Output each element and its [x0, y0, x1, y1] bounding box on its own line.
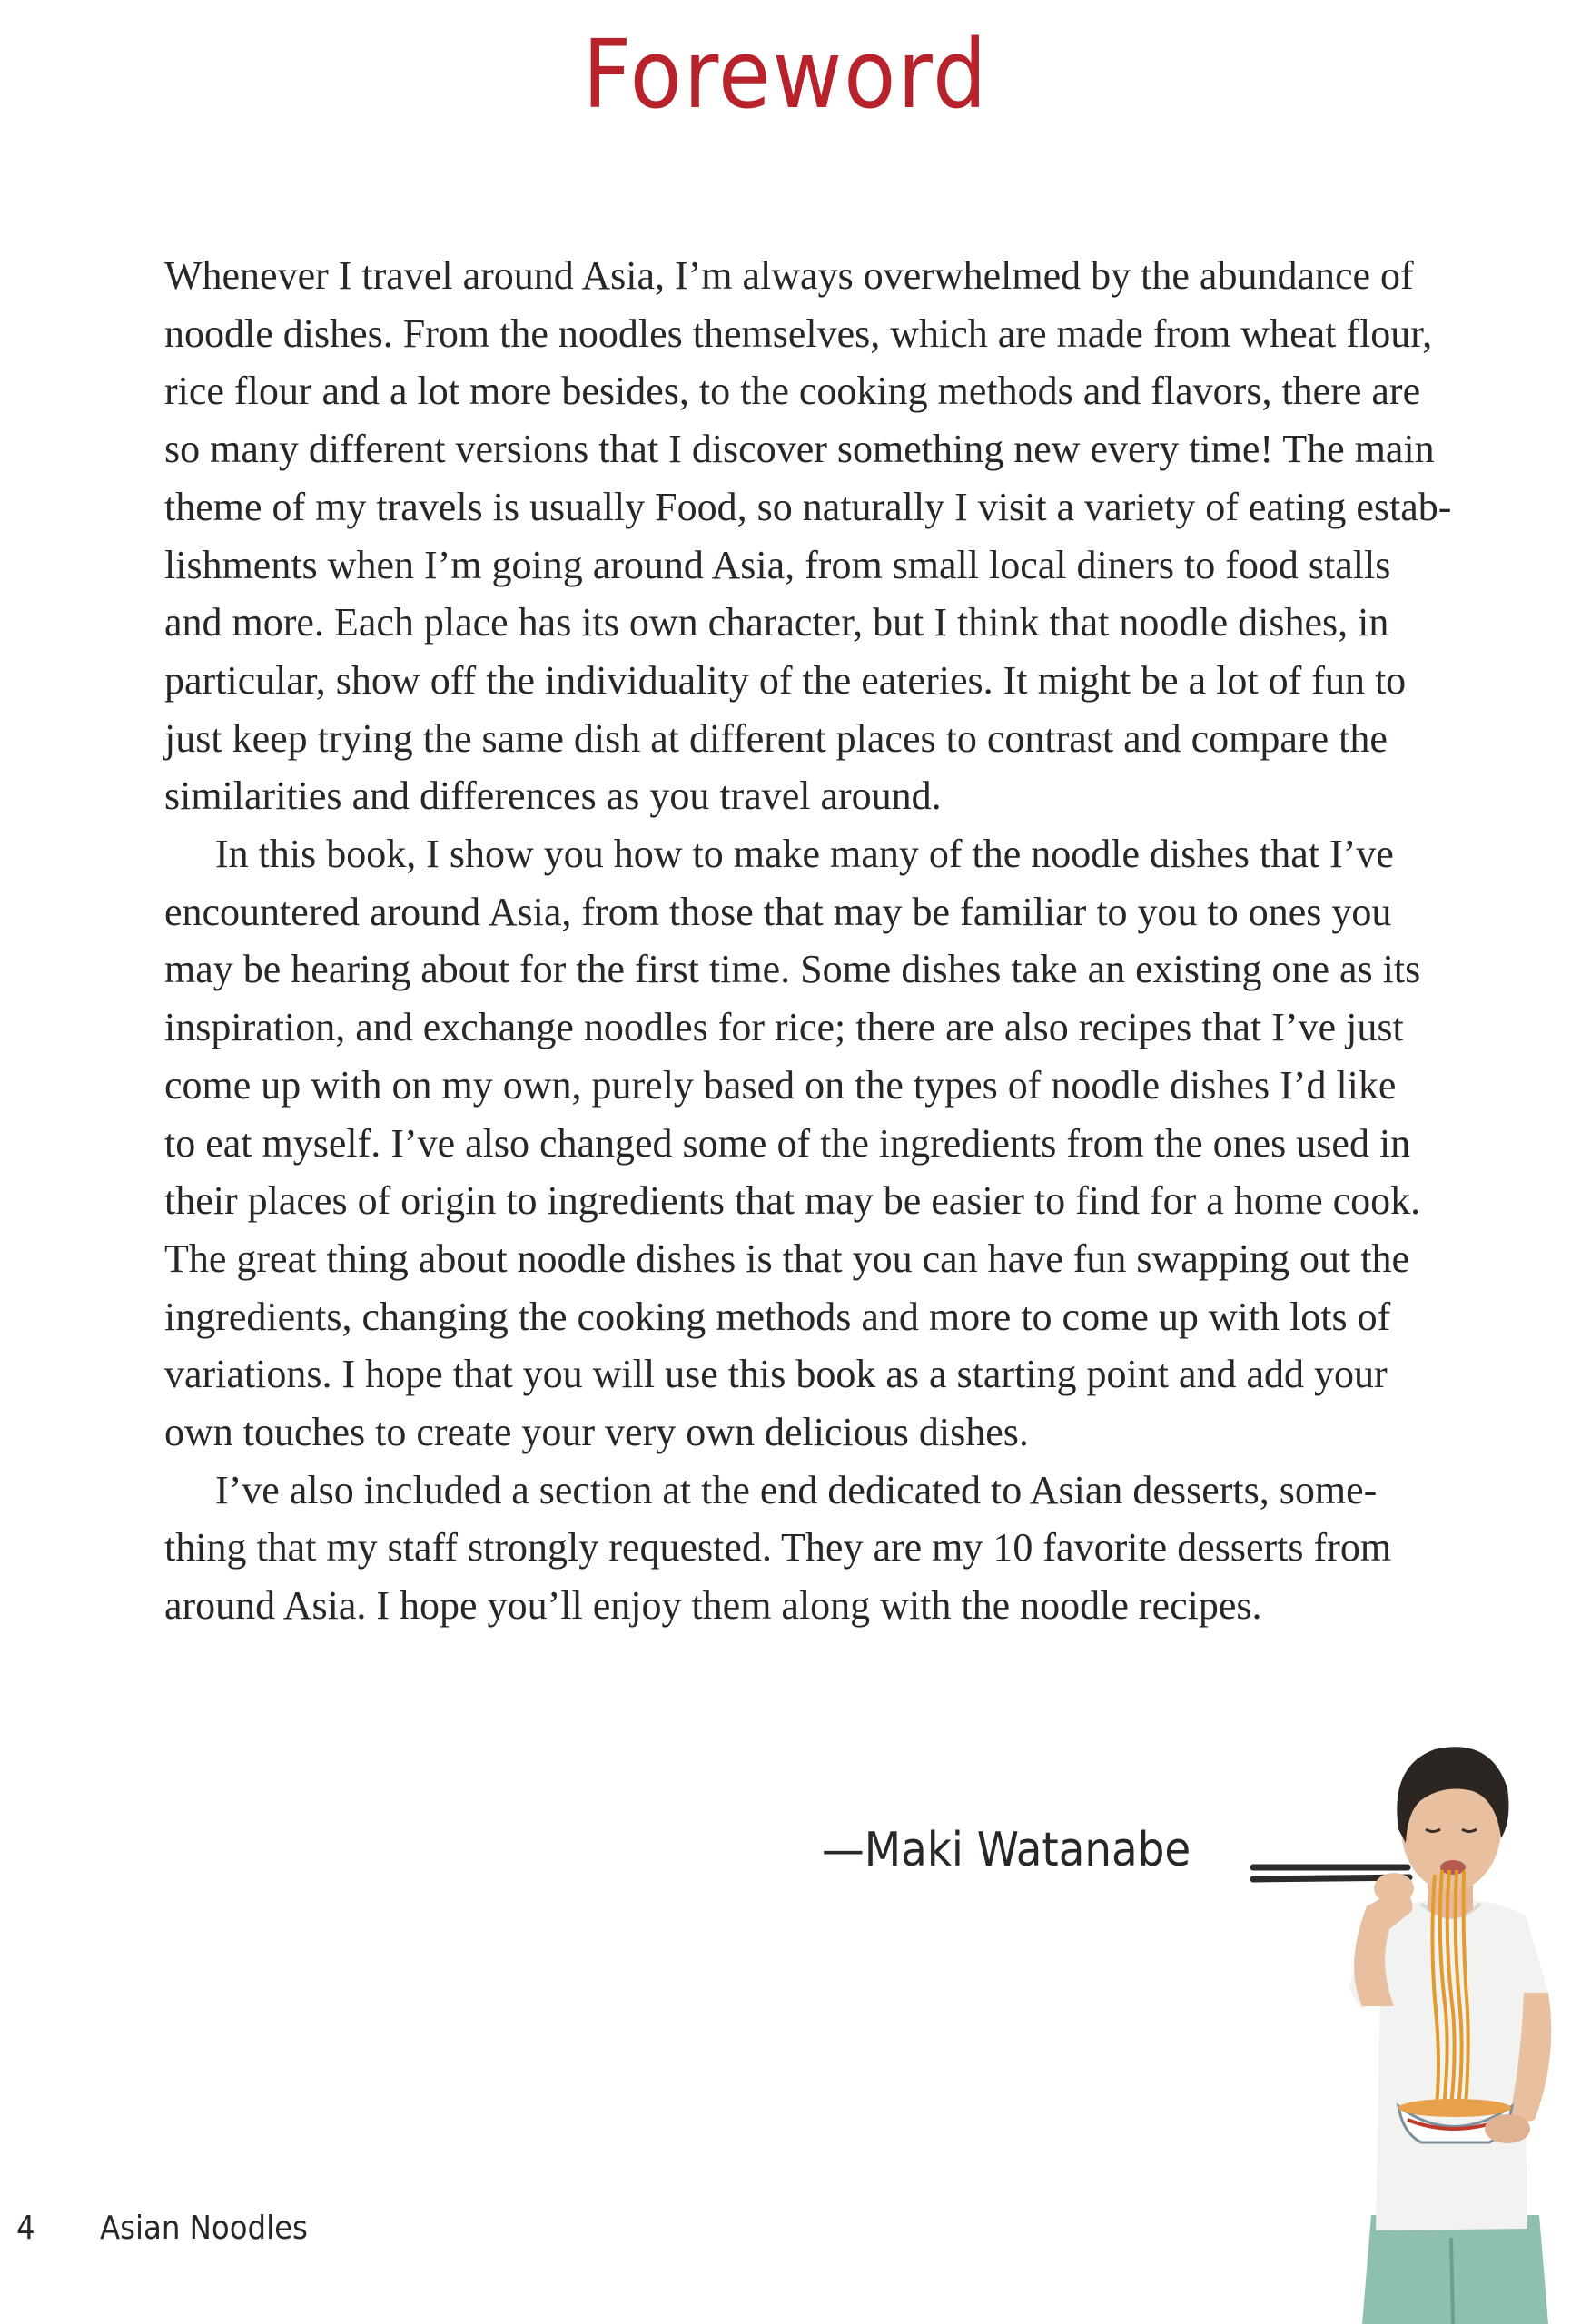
page-footer	[16, 2207, 308, 2250]
paragraph-3: I’ve also included a section at the end dedicated to Asian desserts, some- thing that my staff strongly requested. They are my 10 favorite desserts from around Asia. I hope you’ll enjoy them along with the noodle recipes.	[164, 1467, 1392, 1629]
running-footer: Asian Noodles	[100, 2210, 308, 2247]
page-title: Foreword	[582, 19, 989, 130]
foreword-body	[164, 247, 1536, 1635]
page-number: 4	[16, 2210, 35, 2247]
author-signature: —Maki Watanabe	[822, 1823, 1191, 1877]
author-photo	[1235, 1693, 1571, 2324]
paragraph-2: In this book, I show you how to make many of the noodle dishes that I’ve encountered around Asia, from those that may be familiar to you to ones you may be hearing about for the first time. Some dishes take an existing one as its inspiration, and exchange noodles for rice; there are also recipes that I’ve just come up with on my own, purely based on the types of noodle dishes I’d like to eat myself. I’ve also changed some of the ingredients from the ones used in their places of origin to ingredients that may be easier to find for a home cook. The great thing about noodle dishes is that you can have fun swapping out the ingredients, changing the cooking methods and more to come up with lots of variations. I hope that you will use this book as a starting point and add your own touches to create your very own delicious dishes.	[164, 832, 1421, 1455]
paragraph-1: Whenever I travel around Asia, I’m always overwhelmed by the abundance of noodle dishes. From the noodles themselves, which are made from wheat flour, rice flour and a lot more besides, to the cooking methods and flavors, there are so many different versions that I discover something new every time! The main theme of my travels is usually Food, so naturally I visit a variety of eating estab- lishments when I’m going around Asia, from small local diners to food stalls and more. Each place has its own character, but I think that noodle dishes, in particular, show off the individuality of the eateries. It might be a lot of fun to just keep trying the same dish at different places to contrast and compare the similarities and differences as you travel around.	[164, 253, 1452, 819]
